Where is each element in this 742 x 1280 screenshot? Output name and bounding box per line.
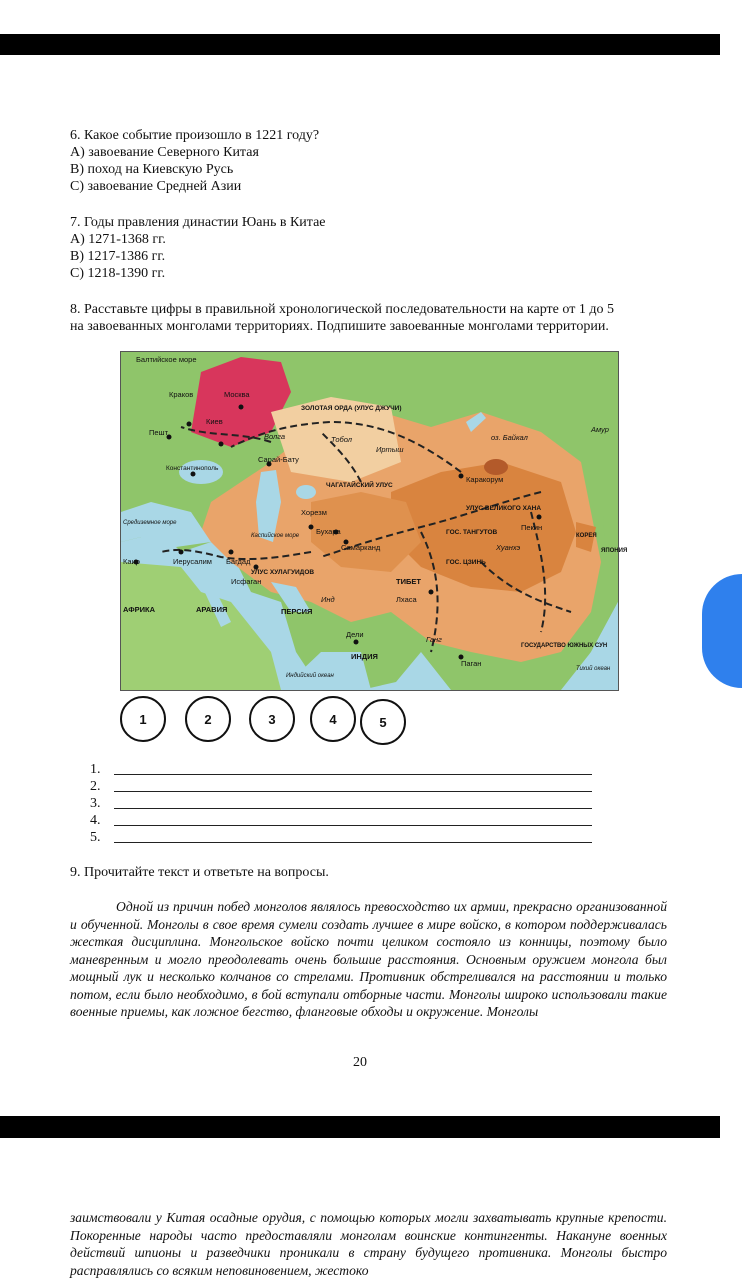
map-label-amur: Амур — [591, 425, 609, 434]
map-label-indus: Инд — [321, 595, 335, 604]
answer-line — [114, 808, 592, 809]
number-circle-4: 4 — [310, 696, 356, 742]
answer-number: 4. — [90, 813, 101, 828]
number-circles — [0, 696, 720, 746]
map-label-jin: ГОС. ЦЗИНЬ — [446, 559, 486, 566]
question-9-title: 9. Прочитайте текст и ответьте на вопросы. — [70, 865, 329, 880]
number-circle-1: 1 — [120, 696, 166, 742]
question-7 — [70, 214, 326, 282]
map-label-baikal: оз. Байкал — [491, 433, 528, 442]
map-label-moscow: Москва — [224, 390, 250, 399]
question-7-option-b: В) 1217-1386 гг. — [70, 249, 166, 264]
page-number: 20 — [353, 1055, 367, 1070]
map-label-baghdad: Багдад — [226, 557, 251, 566]
answer-number: 1. — [90, 762, 101, 777]
map-label-tibet: ТИБЕТ — [396, 577, 421, 586]
map-label-volga: Волга — [264, 432, 286, 441]
map-label-indian-ocean: Индийский океан — [286, 673, 334, 679]
number-circle-2: 2 — [185, 696, 231, 742]
map-label-golden-horde: ЗОЛОТАЯ ОРДА (УЛУС ДЖУЧИ) — [301, 405, 402, 412]
answer-number: 5. — [90, 830, 101, 845]
answer-number: 2. — [90, 779, 101, 794]
map-label-great-khan: УЛУС ВЕЛИКОГО ХАНА — [466, 505, 542, 512]
map-label-persia: ПЕРСИЯ — [281, 607, 313, 616]
question-6-title: 6. Какое событие произошло в 1221 году? — [70, 128, 320, 143]
answer-number: 3. — [90, 796, 101, 811]
map-label-korea: КОРЕЯ — [576, 533, 597, 539]
map-label-beijing: Пекин — [521, 523, 543, 532]
map-label-baltic: Балтийское море — [136, 355, 197, 364]
map-label-tobol: Тобол — [331, 435, 352, 444]
question-6-option-a: А) завоевание Северного Китая — [70, 145, 259, 160]
floating-side-tab[interactable] — [702, 574, 742, 688]
question-6 — [70, 127, 319, 195]
map-label-pacific: Тихий океан — [576, 666, 611, 672]
map-label-khorezm: Хорезм — [301, 508, 327, 517]
map-label-karakorum: Каракорум — [466, 475, 504, 484]
map-label-krakow: Краков — [169, 390, 194, 399]
question-8-line-1: 8. Расставьте цифры в правильной хронологической последовательности на карте от 1 до 5 — [70, 302, 614, 317]
question-9-paragraph — [70, 898, 667, 1021]
map-label-delhi: Дели — [346, 630, 364, 639]
question-9-text: Одной из причин побед монголов являлось превосходство их армии, прекрасно организованной и обученной. Монголы в свое время сумели создать лучшее в мире войско, в котором поддерживалась жесткая дисциплина. Монгольское войско почти целиком состояло из конницы, поэтому было маневренным и могло преодолевать очень большие расстояния. Основным оружием монгола был мощный лук и несколько колчанов со стрелами. Противник обстреливался на расстоянии и только потом, если было необходимо, в бой вступали отборные части. Монголы широко использовали такие военные приемы, как ложное бегство, фланговые обходы и окружение. Монголы — [70, 899, 667, 1019]
map-label-lhasa: Лхаса — [396, 595, 417, 604]
map-label-huanghe: Хуанхэ — [496, 543, 521, 552]
map-label-pagan: Паган — [461, 659, 482, 668]
question-7-option-c: С) 1218-1390 гг. — [70, 266, 166, 281]
number-circle-5: 5 — [360, 699, 406, 745]
map-label-samarkand: Самарканд — [341, 543, 381, 552]
map-label-tangut: ГОС. ТАНГУТОВ — [446, 529, 498, 536]
answer-line — [114, 791, 592, 792]
map-label-japan: ЯПОНИЯ — [601, 548, 628, 554]
map-label-irtysh: Иртыш — [376, 445, 404, 454]
map-label-chagatai: ЧАГАТАЙСКИЙ УЛУС — [326, 482, 393, 489]
question-8-line-2: на завоеванных монголами территориях. Подпишите завоеванные монголами территории. — [70, 319, 609, 334]
question-7-title: 7. Годы правления династии Юань в Китае — [70, 215, 326, 230]
map-label-caspian: Каспийское море — [251, 533, 300, 539]
answer-line — [114, 825, 592, 826]
map-label-kiev: Киев — [206, 417, 223, 426]
map-label-constantinople: Константинополь — [166, 465, 219, 472]
map-label-india: ИНДИЯ — [351, 652, 378, 661]
map-label-isfahan: Исфаган — [231, 577, 262, 586]
answer-line — [114, 774, 592, 775]
map-label-pest: Пешт — [149, 428, 169, 437]
map-label-cairo: Каир — [123, 557, 140, 566]
map-label-hulagu: УЛУС ХУЛАГУИДОВ — [251, 569, 315, 576]
map-label-africa: АФРИКА — [123, 605, 156, 614]
map-label-ganges: Ганг — [426, 635, 442, 644]
number-circle-3: 3 — [249, 696, 295, 742]
map-label-jerusalem: Иерусалим — [173, 557, 212, 566]
page-separator-bar — [0, 1116, 720, 1138]
mongol-conquests-map — [120, 351, 628, 691]
map-label-bukhara: Бухара — [316, 527, 341, 536]
map-label-sarai: Сарай-Бату — [258, 455, 299, 464]
question-6-option-c: С) завоевание Средней Азии — [70, 179, 242, 194]
next-page-paragraph: заимствовали у Китая осадные орудия, с помощью которых могли захватывать крупные крепости. Покоренные народы часто предоставляли монголам воинские контингенты. Накануне военных действий шпионы и разведчики проникали в страну будущего противника. Монголы быстро расправлялись со всяким неповиновением, жестоко — [70, 1210, 667, 1278]
map-label-song: ГОСУДАРСТВО ЮЖНЫХ СУН — [521, 643, 608, 649]
answer-line — [114, 842, 592, 843]
question-6-option-b: В) поход на Киевскую Русь — [70, 162, 234, 177]
map-label-med-sea: Средиземное море — [123, 520, 177, 526]
top-black-bar — [0, 34, 720, 55]
question-8 — [70, 301, 614, 335]
map-label-arabia: АРАВИЯ — [196, 605, 228, 614]
question-7-option-a: А) 1271-1368 гг. — [70, 232, 166, 247]
